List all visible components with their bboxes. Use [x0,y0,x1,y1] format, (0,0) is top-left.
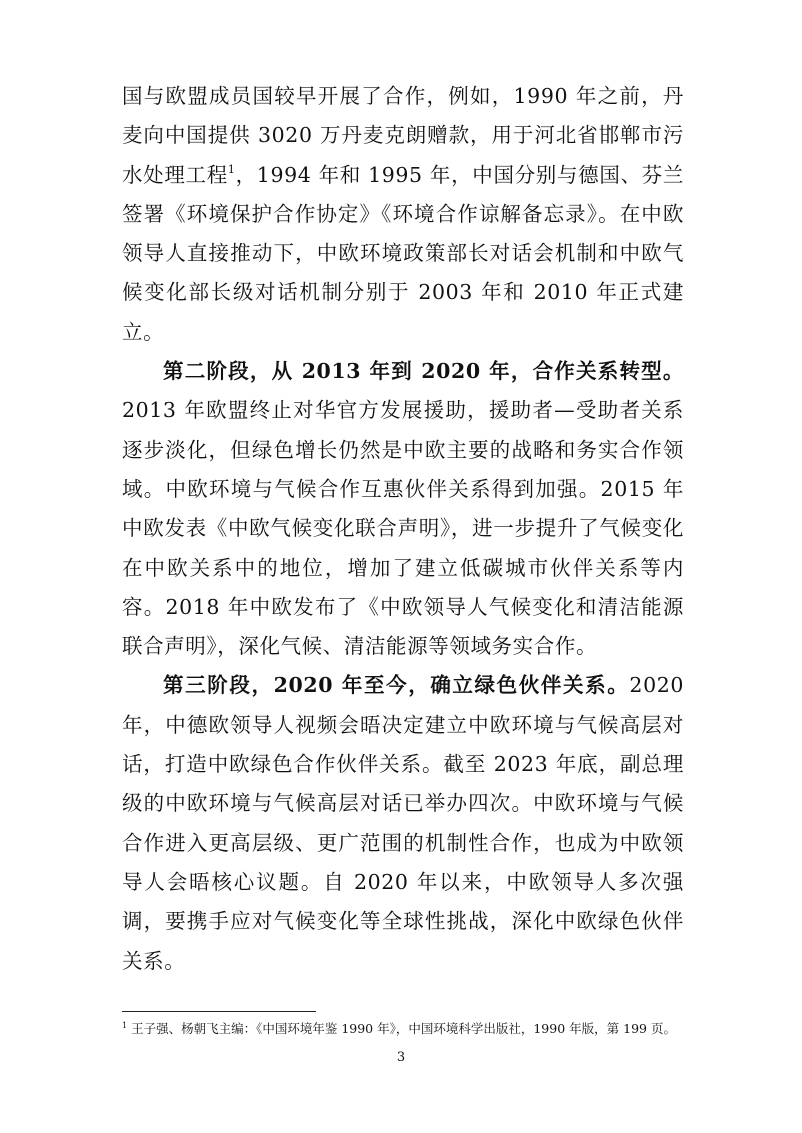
paragraph-2-text: 2013 年欧盟终止对华官方发展援助，援助者—受助者关系逐步淡化，但绿色增长仍然是中欧主要的战略和务实合作领域。中欧环境与气候合作互惠伙伴关系得到加强。2015 年中欧发表《中欧气候变化联合声明》，进一步提升了气候变化在中欧关系中的地位，增加了建立低碳城市伙伴关系等内容。2018 年中欧发布了《中欧领导人气候变化和清洁能源联合声明》，深化气候、清洁能源等领域务实合作。 [122,398,684,659]
footnote [122,1018,682,1037]
paragraph-3 [122,666,684,980]
footnote-reference[interactable]: 1 [227,162,236,176]
paragraph-3-heading: 第三阶段，2020 年至今，确立绿色伙伴关系。 [163,673,630,698]
footnote-text: 王子强、杨朝飞主编：《中国环境年鉴 1990 年》，中国环境科学出版社，1990 年版，第 199 页。 [131,1021,676,1037]
page-number: 3 [396,1050,406,1065]
paragraph-2-heading: 第二阶段，从 2013 年到 2020 年，合作关系转型。 [163,359,684,384]
paragraph-1 [122,77,684,352]
body-text [122,77,684,981]
paragraph-1-text-b: ，1994 年和 1995 年，中国分别与德国、芬兰签署《环境保护合作协定》《环境合作谅解备忘录》。在中欧领导人直接推动下，中欧环境政策部长对话会机制和中欧气候变化部长级对话机制分别于 2003 年和 2010 年正式建立。 [122,162,685,344]
footnote-separator [122,1011,316,1012]
paragraph-2 [122,352,684,666]
paragraph-1-text-a: 国与欧盟成员国较早开展了合作，例如，1990 年之前，丹麦向中国提供 3020 万丹麦克朗赠款，用于河北省邯郸市污水处理工程 [122,84,684,187]
footnote-marker: 1 [122,1021,128,1030]
paragraph-3-text: 2020 年，中德欧领导人视频会晤决定建立中欧环境与气候高层对话，打造中欧绿色合作伙伴关系。截至 2023 年底，副总理级的中欧环境与气候高层对话已举办四次。中欧环境与气候合作进入更高层级、更广范围的机制性合作，也成为中欧领导人会晤核心议题。自 2020 年以来，中欧领导人多次强调，要携手应对气候变化等全球性挑战，深化中欧绿色伙伴关系。 [122,673,684,973]
